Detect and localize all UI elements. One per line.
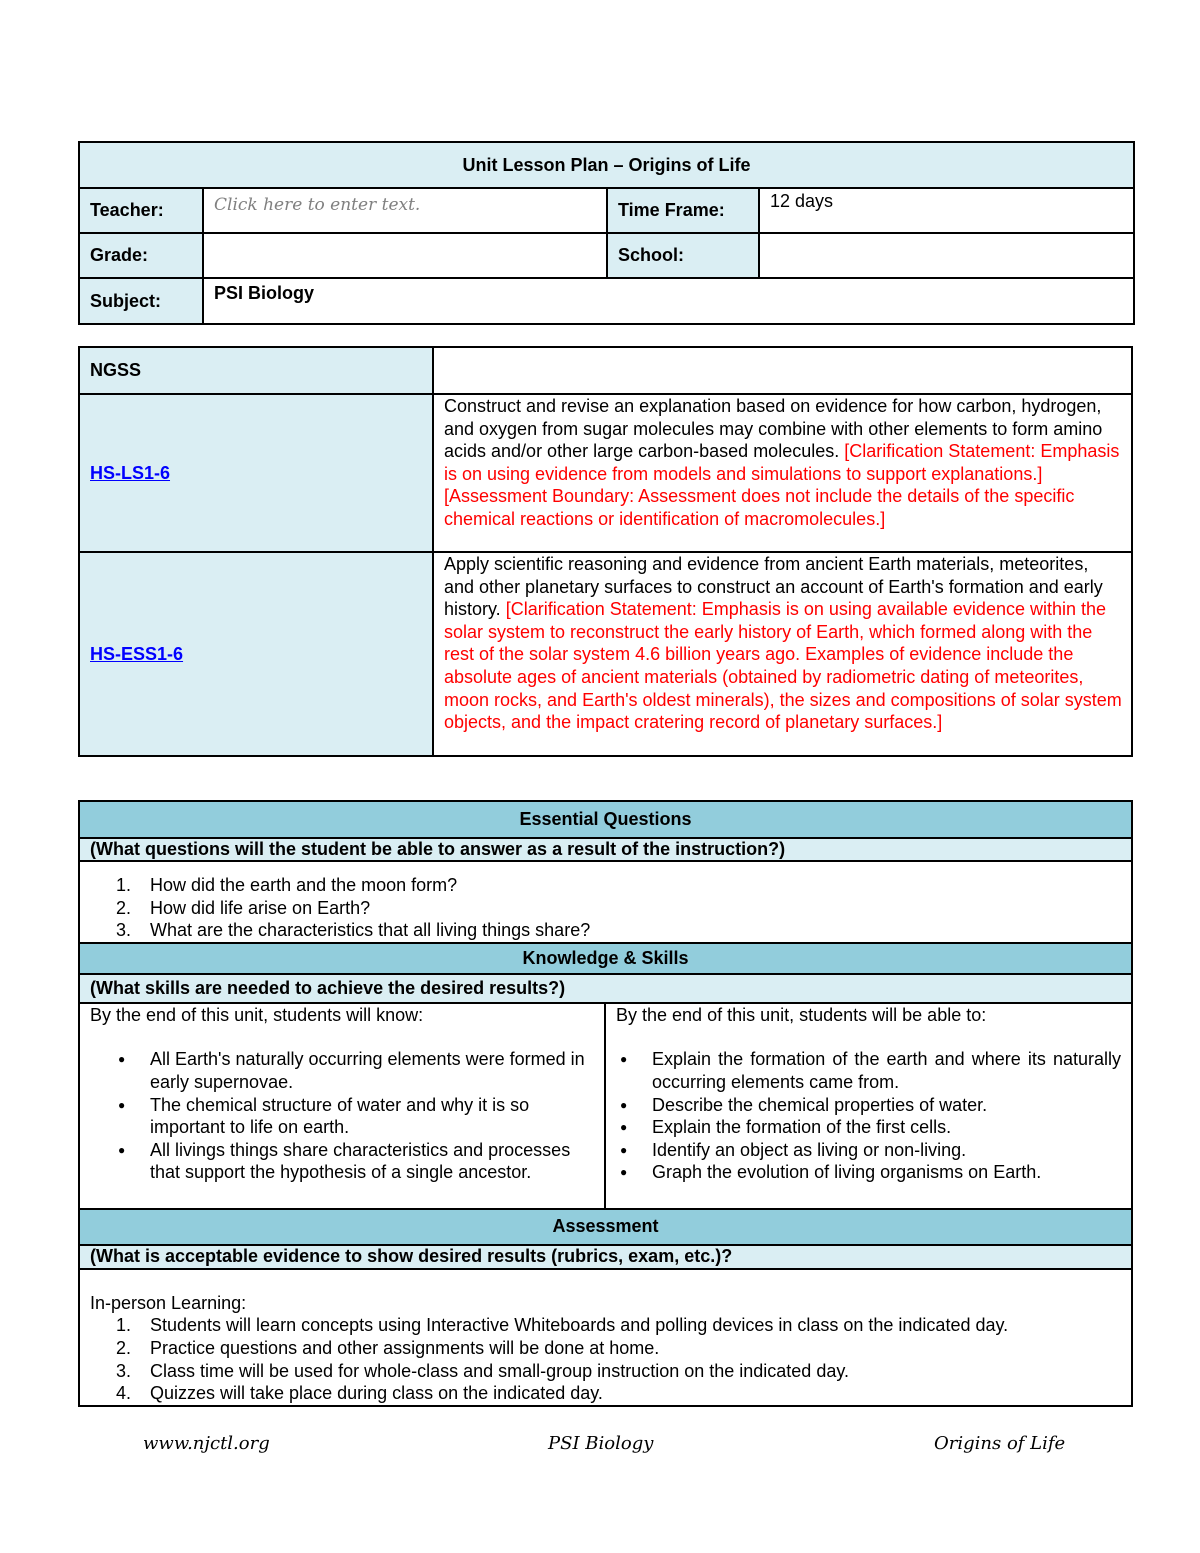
standard-code-cell: [79, 394, 433, 552]
standard-description: [433, 394, 1132, 552]
list-item: ● The chemical structure of water and why it is so important to life on earth.: [80, 1094, 586, 1139]
inperson-label: In-person Learning:: [90, 1292, 247, 1313]
list-item: ● Identify an object as living or non-living.: [582, 1139, 1121, 1162]
footer-unit: Origins of Life: [934, 1433, 1066, 1454]
able-column: [605, 1003, 1132, 1209]
assessment-header: Assessment: [79, 1209, 1132, 1245]
school-value[interactable]: [759, 233, 1134, 278]
standard-link-hs-ls1-6[interactable]: HS-LS1-6: [90, 462, 171, 483]
teacher-field[interactable]: [203, 188, 607, 233]
subject-label: Subject:: [79, 278, 203, 324]
header-table: [78, 141, 1135, 325]
able-intro: By the end of this unit, students will be able to:: [616, 1004, 987, 1025]
knowledge-skills-subheader: (What skills are needed to achieve the desired results?): [79, 974, 1132, 1003]
list-item: How did life arise on Earth?: [150, 897, 371, 918]
essential-questions-body: [79, 861, 1132, 943]
list-item: What are the characteristics that all living things share?: [150, 920, 591, 941]
inperson-list: [80, 1314, 1131, 1404]
list-item: ● All Earth's naturally occurring elements were formed in early supernovae.: [80, 1048, 586, 1093]
list-item: ● Graph the evolution of living organisms on Earth.: [582, 1161, 1121, 1184]
list-item: ● Explain the formation of the earth and where its naturally occurring elements came from.: [582, 1048, 1121, 1093]
standard-clarification: [Clarification Statement: Emphasis is on using available evidence within the solar system to reconstruct the early history of Earth, which formed along with the rest of the solar system 4.6 billion years ago. Examples of evidence include the absolute ages of ancient materials (obtained by radiometric dating of meteorites, moon rocks, and Earth's oldest minerals), the sizes and compositions of solar system objects, and the impact cratering record of planetary surfaces.]: [444, 599, 1122, 733]
list-item: Practice questions and other assignments will be done at home.: [150, 1337, 660, 1358]
list-item: ● Explain the formation of the first cells.: [582, 1116, 1121, 1139]
standard-text: Apply scientific reasoning and evidence from ancient Earth materials, meteorites, and other planetary surfaces to construct an account of Earth's formation and early history.: [444, 554, 1103, 620]
able-list: [582, 1048, 1121, 1184]
ngss-header: NGSS: [79, 347, 433, 394]
school-label: School:: [607, 233, 759, 278]
grade-label: Grade:: [79, 233, 203, 278]
list-item: Students will learn concepts using Interactive Whiteboards and polling devices in class on the indicated day.: [150, 1315, 1009, 1336]
standard-link-hs-ess1-6[interactable]: HS-ESS1-6: [90, 643, 184, 664]
list-item: ● Describe the chemical properties of water.: [582, 1094, 1121, 1117]
list-item: Quizzes will take place during class on the indicated day.: [150, 1383, 603, 1404]
know-intro: By the end of this unit, students will know:: [90, 1004, 424, 1025]
subject-value[interactable]: PSI Biology: [203, 278, 1134, 324]
list-item: Class time will be used for whole-class and small-group instruction on the indicated day.: [150, 1360, 850, 1381]
standard-code-cell: [79, 552, 433, 756]
timeframe-value[interactable]: 12 days: [759, 188, 1134, 233]
essential-questions-header: Essential Questions: [79, 801, 1132, 838]
grade-value[interactable]: [203, 233, 607, 278]
footer-website: www.njctl.org: [143, 1433, 270, 1454]
standard-clarification: [Clarification Statement: Emphasis is on using evidence from models and simulations to support explanations.] [Assessment Boundary: Assessment does not include the details of the specific chemical reactions or identification of macromolecules.]: [444, 441, 1120, 529]
knowledge-skills-header: Knowledge & Skills: [79, 943, 1132, 974]
lesson-plan-title: Unit Lesson Plan – Origins of Life: [79, 142, 1134, 188]
ngss-header-blank: [433, 347, 1132, 394]
standard-text: Construct and revise an explanation based on evidence for how carbon, hydrogen, and oxygen from sugar molecules may combine with other elements to form amino acids and/or other large carbon-based molecules.: [444, 396, 1103, 462]
know-list: [80, 1048, 594, 1184]
list-item: How did the earth and the moon form?: [150, 875, 458, 895]
teacher-label: Teacher:: [79, 188, 203, 233]
ngss-table: [78, 346, 1133, 757]
teacher-placeholder: Click here to enter text.: [214, 195, 421, 215]
assessment-body: [79, 1269, 1132, 1406]
essential-questions-list: [80, 874, 1131, 942]
list-item: ● All livings things share characteristics and processes that support the hypothesis of a single ancestor.: [80, 1139, 586, 1184]
know-column: [79, 1003, 605, 1209]
standard-description: [433, 552, 1132, 756]
assessment-subheader: (What is acceptable evidence to show desired results (rubrics, exam, etc.)?: [79, 1245, 1132, 1269]
essential-questions-subheader: (What questions will the student be able to answer as a result of the instruction?): [79, 838, 1132, 861]
timeframe-label: Time Frame:: [607, 188, 759, 233]
plan-table: [78, 800, 1133, 1407]
footer-course: PSI Biology: [548, 1433, 654, 1454]
